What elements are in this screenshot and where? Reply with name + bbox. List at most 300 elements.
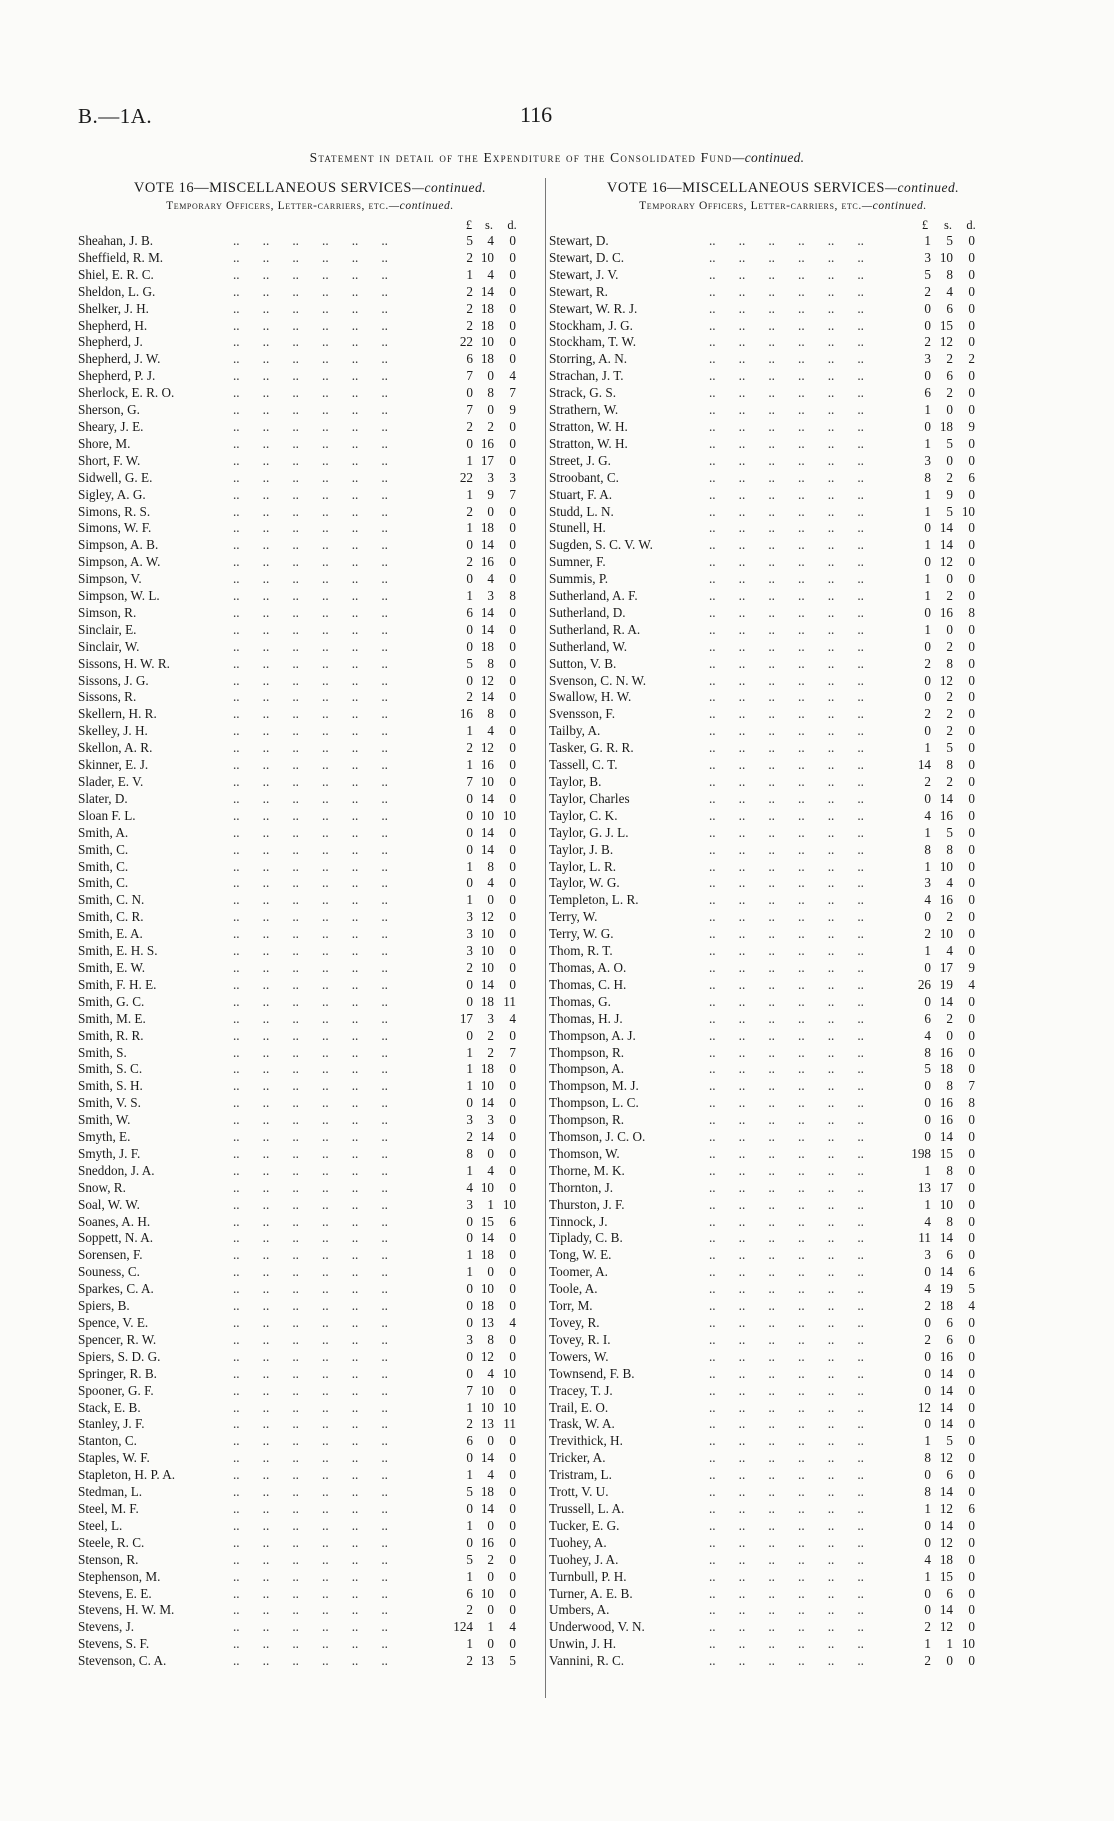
amount-pence: 0 xyxy=(968,1433,975,1449)
payee-name: Shelker, J. H. xyxy=(78,300,149,316)
leader-dots: .. .. .. .. .. .. xyxy=(233,993,388,1009)
amount-pence: 0 xyxy=(968,774,975,789)
amount-pence: 0 xyxy=(509,1061,516,1077)
payee-name: Stewart, W. R. J. xyxy=(549,300,638,316)
leader-dots: .. .. .. .. .. .. xyxy=(709,993,864,1009)
leader-dots: .. .. .. .. .. .. xyxy=(709,469,864,485)
amount-pounds: 4 xyxy=(466,1179,473,1195)
amount-shillings: 0 xyxy=(487,1433,494,1449)
amount-shillings: 14 xyxy=(480,689,494,705)
table-row xyxy=(78,1349,542,1366)
amount-shillings: 0 xyxy=(946,452,953,468)
amount-pence: 0 xyxy=(509,503,516,519)
table-row xyxy=(78,334,542,351)
amount-pounds: 0 xyxy=(466,875,473,891)
payee-name: Smith, E. H. S. xyxy=(78,943,158,959)
amount-pounds: 1 xyxy=(924,1636,931,1652)
amount-pounds: 3 xyxy=(924,351,931,367)
amount-shillings: 12 xyxy=(939,554,953,570)
payee-name: Sidwell, G. E. xyxy=(78,469,153,485)
leader-dots: .. .. .. .. .. .. xyxy=(709,1162,864,1178)
table-row xyxy=(549,622,1017,639)
table-row xyxy=(78,943,542,960)
amount-pounds: 198 xyxy=(911,1145,931,1161)
payee-name: Smith, C. xyxy=(78,841,129,857)
payee-name: Sissons, H. W. R. xyxy=(78,655,170,671)
leader-dots: .. .. .. .. .. .. xyxy=(709,233,864,248)
payee-name: Sloan F. L. xyxy=(78,807,136,823)
leader-dots: .. .. .. .. .. .. xyxy=(233,672,388,688)
amount-pounds: 3 xyxy=(466,1331,473,1347)
amount-pounds: 8 xyxy=(924,1044,931,1060)
table-row xyxy=(78,926,542,943)
payee-name: Taylor, G. J. L. xyxy=(549,824,629,840)
amount-shillings: 12 xyxy=(480,740,494,756)
leader-dots: .. .. .. .. .. .. xyxy=(709,1179,864,1195)
amount-pence: 0 xyxy=(509,418,516,434)
amount-shillings: 10 xyxy=(480,774,494,789)
table-row xyxy=(549,453,1017,470)
payee-name: Stuart, F. A. xyxy=(549,486,613,502)
amount-shillings: 14 xyxy=(939,1399,953,1415)
amount-shillings: 18 xyxy=(480,300,494,316)
leader-dots: .. .. .. .. .. .. xyxy=(233,909,388,925)
amount-pence: 0 xyxy=(968,537,975,553)
statement-title-continued: —continued. xyxy=(732,150,805,165)
table-row xyxy=(78,436,542,453)
amount-pounds: 1 xyxy=(924,435,931,451)
amount-pence: 0 xyxy=(968,1484,975,1500)
payee-name: Stapleton, H. P. A. xyxy=(78,1467,176,1483)
amount-pounds: 7 xyxy=(466,774,473,789)
payee-name: Sheary, J. E. xyxy=(78,418,144,434)
leader-dots: .. .. .. .. .. .. xyxy=(709,790,864,806)
leader-dots: .. .. .. .. .. .. xyxy=(709,1281,864,1297)
leader-dots: .. .. .. .. .. .. xyxy=(709,723,864,739)
table-row xyxy=(78,1146,542,1163)
leader-dots: .. .. .. .. .. .. xyxy=(709,1585,864,1601)
payee-name: Stevens, E. E. xyxy=(78,1585,152,1601)
amount-pence: 0 xyxy=(968,1145,975,1161)
amount-shillings: 2 xyxy=(946,774,953,789)
table-row xyxy=(549,1433,1017,1450)
amount-shillings: 8 xyxy=(487,858,494,874)
amount-pence: 4 xyxy=(509,1619,516,1635)
amount-pence: 0 xyxy=(509,1467,516,1483)
payee-name: Tovey, R. xyxy=(549,1315,600,1330)
table-row xyxy=(549,368,1017,385)
amount-shillings: 12 xyxy=(480,1348,494,1364)
amount-pounds: 0 xyxy=(924,317,931,333)
payee-name: Simons, R. S. xyxy=(78,503,151,519)
amount-pounds: 1 xyxy=(924,1500,931,1516)
amount-shillings: 14 xyxy=(939,537,953,553)
amount-pence: 0 xyxy=(509,757,516,773)
table-row xyxy=(549,1653,1017,1670)
payee-name: Shepherd, P. J. xyxy=(78,368,156,384)
amount-shillings: 0 xyxy=(946,1027,953,1043)
table-row xyxy=(78,1366,542,1383)
amount-pence: 4 xyxy=(509,1010,516,1026)
leader-dots: .. .. .. .. .. .. xyxy=(233,1517,388,1533)
amount-pounds: 2 xyxy=(924,926,931,942)
amount-shillings: 6 xyxy=(946,1585,953,1601)
table-row xyxy=(78,1011,542,1028)
amount-pounds: 4 xyxy=(924,1213,931,1229)
leader-dots: .. .. .. .. .. .. xyxy=(709,1010,864,1026)
leader-dots: .. .. .. .. .. .. xyxy=(233,1416,388,1432)
amount-pounds: 13 xyxy=(917,1179,931,1195)
amount-pounds: 11 xyxy=(918,1230,931,1246)
table-row xyxy=(549,673,1017,690)
table-row xyxy=(549,740,1017,757)
amount-shillings: 6 xyxy=(946,1467,953,1483)
amount-shillings: 16 xyxy=(939,1095,953,1111)
payee-name: Tinnock, J. xyxy=(549,1213,608,1229)
amount-pence: 0 xyxy=(509,706,516,722)
leader-dots: .. .. .. .. .. .. xyxy=(233,1382,388,1398)
amount-pence: 0 xyxy=(509,1112,516,1128)
amount-pence: 0 xyxy=(968,1450,975,1466)
payee-name: Thom, R. T. xyxy=(549,943,613,959)
amount-pence: 0 xyxy=(509,1382,516,1398)
payee-name: Smith, G. C. xyxy=(78,993,145,1009)
leader-dots: .. .. .. .. .. .. xyxy=(233,486,388,502)
table-row xyxy=(78,1129,542,1146)
amount-pounds: 2 xyxy=(924,1298,931,1314)
amount-pence: 0 xyxy=(968,1129,975,1145)
amount-pounds: 1 xyxy=(466,1078,473,1094)
amount-pounds: 2 xyxy=(924,655,931,671)
statement-title xyxy=(0,150,1114,166)
amount-pounds: 0 xyxy=(466,1298,473,1314)
amount-pence: 0 xyxy=(968,790,975,806)
amount-shillings: 2 xyxy=(487,1027,494,1043)
right-vote-title: VOTE 16—MISCELLANEOUS SERVICES xyxy=(606,180,885,196)
table-row xyxy=(78,1552,542,1569)
leader-dots: .. .. .. .. .. .. xyxy=(233,1112,388,1128)
amount-shillings: 14 xyxy=(480,1129,494,1145)
amount-pence: 6 xyxy=(968,1264,975,1280)
amount-pence: 0 xyxy=(968,1315,975,1330)
table-row xyxy=(549,1214,1017,1231)
amount-shillings: 2 xyxy=(946,1010,953,1026)
leader-dots: .. .. .. .. .. .. xyxy=(233,1078,388,1094)
amount-shillings: 12 xyxy=(939,672,953,688)
amount-pounds: 0 xyxy=(924,1365,931,1381)
payee-name: Toomer, A. xyxy=(549,1264,608,1280)
table-row xyxy=(549,909,1017,926)
table-row xyxy=(549,1281,1017,1298)
left-entries xyxy=(78,233,542,1670)
payee-name: Spencer, R. W. xyxy=(78,1331,157,1347)
table-row xyxy=(78,1383,542,1400)
leader-dots: .. .. .. .. .. .. xyxy=(709,943,864,959)
amount-pence: 0 xyxy=(968,993,975,1009)
table-row xyxy=(549,1045,1017,1062)
leader-dots: .. .. .. .. .. .. xyxy=(233,554,388,570)
amount-shillings: 12 xyxy=(939,334,953,350)
payee-name: Stockham, J. G. xyxy=(549,317,633,333)
leader-dots: .. .. .. .. .. .. xyxy=(233,943,388,959)
table-row xyxy=(549,351,1017,368)
payee-name: Stephenson, M. xyxy=(78,1568,161,1584)
table-row xyxy=(549,1383,1017,1400)
payee-name: Smyth, E. xyxy=(78,1129,131,1145)
amount-pounds: 2 xyxy=(466,317,473,333)
payee-name: Underwood, V. N. xyxy=(549,1619,645,1635)
table-row xyxy=(78,453,542,470)
amount-pounds: 1 xyxy=(924,740,931,756)
payee-name: Simpson, W. L. xyxy=(78,588,160,604)
payee-name: Stevens, S. F. xyxy=(78,1636,150,1652)
leader-dots: .. .. .. .. .. .. xyxy=(233,1348,388,1364)
table-row xyxy=(78,1602,542,1619)
table-row xyxy=(549,1298,1017,1315)
payee-name: Thompson, L. C. xyxy=(549,1095,639,1111)
amount-shillings: 14 xyxy=(939,1416,953,1432)
amount-pounds: 0 xyxy=(466,621,473,637)
amount-pounds: 0 xyxy=(466,537,473,553)
amount-pounds: 0 xyxy=(924,1348,931,1364)
amount-shillings: 4 xyxy=(487,875,494,891)
amount-shillings: 19 xyxy=(939,976,953,992)
amount-pounds: 2 xyxy=(466,249,473,265)
payee-name: Terry, W. xyxy=(549,909,598,925)
amount-pounds: 0 xyxy=(466,638,473,654)
amount-shillings: 14 xyxy=(480,537,494,553)
leader-dots: .. .. .. .. .. .. xyxy=(709,1044,864,1060)
payee-name: Steel, M. F. xyxy=(78,1500,139,1516)
leader-dots: .. .. .. .. .. .. xyxy=(233,233,388,248)
amount-pounds: 8 xyxy=(924,841,931,857)
table-row xyxy=(549,1552,1017,1569)
leader-dots: .. .. .. .. .. .. xyxy=(709,1315,864,1330)
table-row xyxy=(549,1602,1017,1619)
amount-shillings: 8 xyxy=(946,757,953,773)
leader-dots: .. .. .. .. .. .. xyxy=(709,858,864,874)
leader-dots: .. .. .. .. .. .. xyxy=(709,1534,864,1550)
table-row xyxy=(549,1163,1017,1180)
payee-name: Sumner, F. xyxy=(549,554,606,570)
payee-name: Smith, S. xyxy=(78,1044,127,1060)
payee-name: Trask, W. A. xyxy=(549,1416,615,1432)
amount-pounds: 1 xyxy=(466,1061,473,1077)
payee-name: Simson, R. xyxy=(78,604,137,620)
leader-dots: .. .. .. .. .. .. xyxy=(233,1602,388,1618)
leader-dots: .. .. .. .. .. .. xyxy=(709,334,864,350)
leader-dots: .. .. .. .. .. .. xyxy=(709,418,864,434)
amount-pence: 0 xyxy=(509,892,516,908)
leader-dots: .. .. .. .. .. .. xyxy=(709,486,864,502)
amount-pounds: 0 xyxy=(466,807,473,823)
amount-pounds: 0 xyxy=(924,1416,931,1432)
leader-dots: .. .. .. .. .. .. xyxy=(709,1365,864,1381)
table-row xyxy=(549,926,1017,943)
amount-shillings: 16 xyxy=(939,1348,953,1364)
leader-dots: .. .. .. .. .. .. xyxy=(233,1027,388,1043)
payee-name: Turner, A. E. B. xyxy=(549,1585,633,1601)
leader-dots: .. .. .. .. .. .. xyxy=(233,351,388,367)
amount-pence: 0 xyxy=(968,1196,975,1212)
amount-shillings: 2 xyxy=(946,638,953,654)
amount-shillings: 18 xyxy=(480,1247,494,1263)
table-row xyxy=(549,554,1017,571)
amount-pence: 0 xyxy=(968,1568,975,1584)
amount-pounds: 2 xyxy=(466,1602,473,1618)
amount-pounds: 6 xyxy=(466,604,473,620)
payee-name: Taylor, J. B. xyxy=(549,841,614,857)
leader-dots: .. .. .. .. .. .. xyxy=(709,655,864,671)
amount-shillings: 17 xyxy=(939,1179,953,1195)
amount-pounds: 2 xyxy=(924,1331,931,1347)
amount-pounds: 2 xyxy=(924,706,931,722)
table-row xyxy=(549,419,1017,436)
leader-dots: .. .. .. .. .. .. xyxy=(709,621,864,637)
amount-pounds: 0 xyxy=(466,1348,473,1364)
amount-shillings: 14 xyxy=(939,520,953,536)
amount-shillings: 12 xyxy=(939,1619,953,1635)
table-row xyxy=(78,1332,542,1349)
amount-shillings: 8 xyxy=(946,841,953,857)
amount-shillings: 0 xyxy=(946,571,953,587)
amount-shillings: 14 xyxy=(939,1264,953,1280)
table-row xyxy=(549,1535,1017,1552)
amount-pence: 0 xyxy=(968,1619,975,1635)
amount-pounds: 3 xyxy=(466,1112,473,1128)
amount-pence: 0 xyxy=(968,233,975,248)
leader-dots: .. .. .. .. .. .. xyxy=(709,807,864,823)
table-row xyxy=(549,284,1017,301)
payee-name: Stedman, L. xyxy=(78,1484,143,1500)
amount-pounds: 2 xyxy=(466,503,473,519)
amount-pounds: 2 xyxy=(924,1653,931,1669)
amount-pence: 0 xyxy=(509,1298,516,1314)
table-row xyxy=(78,639,542,656)
table-row xyxy=(78,571,542,588)
table-row xyxy=(78,1433,542,1450)
leader-dots: .. .. .. .. .. .. xyxy=(233,1145,388,1161)
amount-pence: 0 xyxy=(509,1145,516,1161)
payee-name: Smith, C. xyxy=(78,875,129,891)
left-subheading-continued: —continued. xyxy=(388,200,454,212)
leader-dots: .. .. .. .. .. .. xyxy=(709,1500,864,1516)
amount-pounds: 5 xyxy=(924,266,931,282)
amount-shillings: 4 xyxy=(946,943,953,959)
leader-dots: .. .. .. .. .. .. xyxy=(233,976,388,992)
amount-pounds: 3 xyxy=(924,1247,931,1263)
amount-pence: 0 xyxy=(968,757,975,773)
amount-pounds: 3 xyxy=(924,249,931,265)
leader-dots: .. .. .. .. .. .. xyxy=(233,537,388,553)
leader-dots: .. .. .. .. .. .. xyxy=(233,1450,388,1466)
table-row xyxy=(549,301,1017,318)
amount-pence: 0 xyxy=(509,334,516,350)
amount-pounds: 1 xyxy=(466,1568,473,1584)
amount-shillings: 8 xyxy=(487,655,494,671)
payee-name: Vannini, R. C. xyxy=(549,1653,625,1669)
amount-pounds: 0 xyxy=(466,1365,473,1381)
leader-dots: .. .. .. .. .. .. xyxy=(233,621,388,637)
amount-shillings: 10 xyxy=(939,1196,953,1212)
leader-dots: .. .. .. .. .. .. xyxy=(233,317,388,333)
table-row xyxy=(78,723,542,740)
amount-shillings: 10 xyxy=(480,1399,494,1415)
amount-pence: 0 xyxy=(968,249,975,265)
leader-dots: .. .. .. .. .. .. xyxy=(709,1399,864,1415)
table-row xyxy=(549,706,1017,723)
leader-dots: .. .. .. .. .. .. xyxy=(233,1129,388,1145)
table-row xyxy=(78,1586,542,1603)
amount-pence: 0 xyxy=(968,926,975,942)
amount-shillings: 12 xyxy=(480,672,494,688)
amount-shillings: 14 xyxy=(480,1230,494,1246)
amount-pence: 6 xyxy=(509,1213,516,1229)
payee-name: Thorne, M. K. xyxy=(549,1162,625,1178)
leader-dots: .. .. .. .. .. .. xyxy=(233,1636,388,1652)
amount-pence: 0 xyxy=(968,368,975,384)
table-row xyxy=(549,994,1017,1011)
left-subheading-title: Temporary Officers, Letter-carriers, etc. xyxy=(166,200,389,212)
right-subheading xyxy=(549,200,1017,218)
table-row xyxy=(549,487,1017,504)
payee-name: Thompson, R. xyxy=(549,1044,625,1060)
amount-pounds: 0 xyxy=(466,1213,473,1229)
amount-pence: 0 xyxy=(509,638,516,654)
amount-pence: 0 xyxy=(968,807,975,823)
amount-shillings: 14 xyxy=(480,790,494,806)
amount-pence: 0 xyxy=(968,283,975,299)
amount-pence: 0 xyxy=(968,858,975,874)
table-row xyxy=(549,436,1017,453)
amount-pence: 0 xyxy=(509,875,516,891)
amount-pounds: 0 xyxy=(924,1534,931,1550)
amount-pence: 0 xyxy=(968,1602,975,1618)
amount-pence: 0 xyxy=(509,774,516,789)
table-row xyxy=(78,588,542,605)
amount-pence: 0 xyxy=(968,300,975,316)
amount-pounds: 0 xyxy=(924,1382,931,1398)
amount-pence: 0 xyxy=(968,892,975,908)
amount-shillings: 0 xyxy=(487,1568,494,1584)
payee-name: Steel, L. xyxy=(78,1517,123,1533)
payee-name: Stewart, D. xyxy=(549,233,609,248)
amount-shillings: 0 xyxy=(487,892,494,908)
table-row xyxy=(549,1619,1017,1636)
amount-shillings: 10 xyxy=(480,249,494,265)
leader-dots: .. .. .. .. .. .. xyxy=(233,757,388,773)
amount-pounds: 0 xyxy=(466,824,473,840)
leader-dots: .. .. .. .. .. .. xyxy=(233,959,388,975)
payee-name: Thomas, G. xyxy=(549,993,611,1009)
amount-shillings: 0 xyxy=(946,1653,953,1669)
amount-pounds: 2 xyxy=(466,1129,473,1145)
table-row xyxy=(549,1467,1017,1484)
right-vote-continued: —continued. xyxy=(884,180,960,195)
payee-name: Thomas, A. O. xyxy=(549,959,627,975)
table-row xyxy=(78,605,542,622)
amount-pence: 7 xyxy=(509,486,516,502)
leader-dots: .. .. .. .. .. .. xyxy=(233,334,388,350)
amount-shillings: 14 xyxy=(939,1230,953,1246)
table-row xyxy=(78,977,542,994)
leader-dots: .. .. .. .. .. .. xyxy=(233,520,388,536)
leader-dots: .. .. .. .. .. .. xyxy=(233,1162,388,1178)
leader-dots: .. .. .. .. .. .. xyxy=(233,385,388,401)
payee-name: Stewart, D. C. xyxy=(549,249,625,265)
table-row xyxy=(78,994,542,1011)
amount-pounds: 0 xyxy=(466,976,473,992)
